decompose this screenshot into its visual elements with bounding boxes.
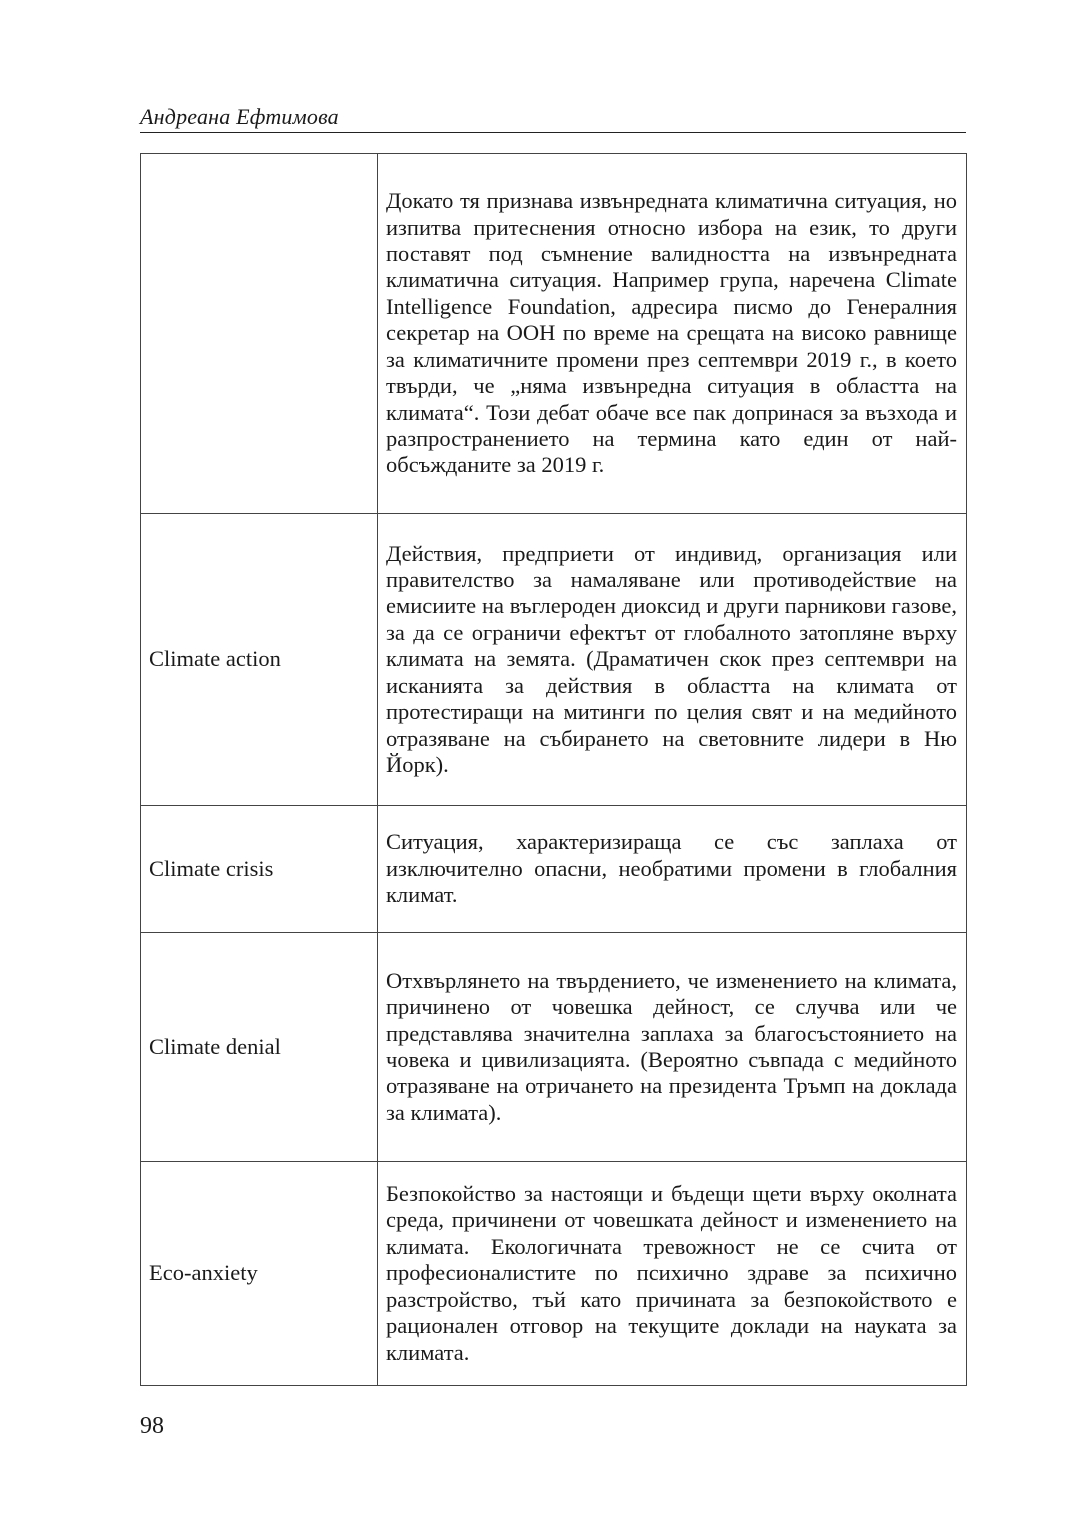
term-cell: Climate denial <box>141 933 378 1162</box>
author-name: Андреана Ефтимова <box>140 104 339 129</box>
table-row <box>141 806 967 933</box>
definition-cell: Ситуация, характеризираща се със заплаха от изключително опасни, необратими промени в глобалния климат. <box>378 806 967 933</box>
definition-cell: Отхвърлянето на твърдението, че изменението на климата, причинено от човешка дейност, се случва или че представлява значителна заплаха за благосъстоянието на човека и цивилизацията. (Вероятно съвпада с медийното отразяване на отричането на президента Тръмп на доклада за климата). <box>378 933 967 1162</box>
table-row <box>141 1162 967 1386</box>
term-cell: Climate crisis <box>141 806 378 933</box>
page-number: 98 <box>140 1413 164 1439</box>
table-row <box>141 933 967 1162</box>
definition-cell: Докато тя признава извънредната климатична ситуация, но изпитва притеснения относно избора на език, то други поставят под съмнение валидността на извънредната климатична ситуация. Например група, наречена Climate Intelligence Foundation, адресира писмо до Генералния секретар на ООН по време на срещата на високо равнище за климатичните промени през септември 2019 г., в което твърди, че „няма извънредна ситуация в областта на климата“. Този дебат обаче все пак допринася за възхода и разпространението на термина като един от най-обсъжданите за 2019 г. <box>378 154 967 514</box>
term-cell <box>141 154 378 514</box>
glossary-table <box>140 153 967 1386</box>
definition-cell: Безпокойство за настоящи и бъдещи щети върху околната среда, причинени от човешката дейност и изменението на климата. Екологичната тревожност не се счита от професионалистите по психично здраве за психично разстройство, тъй като причината за безпокойството е рационален отговор на текущите доклади на науката за климата. <box>378 1162 967 1386</box>
term-cell: Climate action <box>141 514 378 806</box>
running-header <box>140 102 966 133</box>
table-row <box>141 514 967 806</box>
table-row <box>141 154 967 514</box>
term-cell: Eco-anxiety <box>141 1162 378 1386</box>
definition-cell: Действия, предприети от индивид, организация или правителство за намаляване или противодействие на емисиите на въглероден диоксид и други парникови газове, за да се ограничи ефектът от глобалното затопляне върху климата на земята. (Драматичен скок през септември на исканията за действия в областта на климата от протестиращи на митинги по целия свят и на медийното отразяване на събирането на световните лидери в Ню Йорк). <box>378 514 967 806</box>
